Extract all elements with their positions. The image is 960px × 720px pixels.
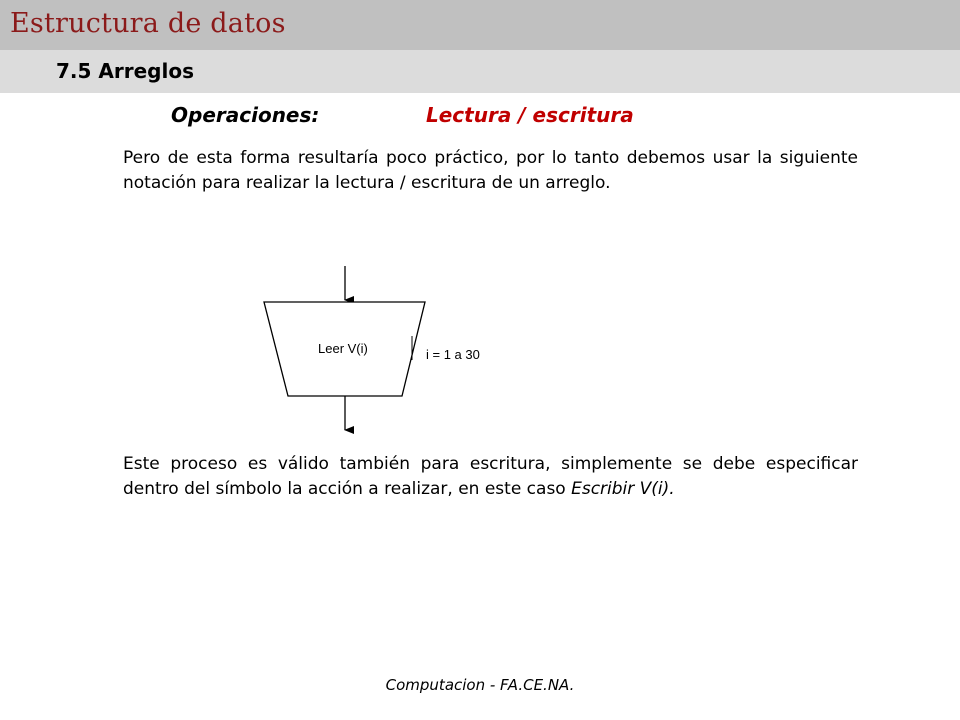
- footer: Computacion - FA.CE.NA.: [385, 676, 575, 694]
- operations-label: Operaciones:: [171, 103, 320, 127]
- loop-text: i = 1 a 30: [426, 347, 480, 362]
- page-title: Estructura de datos: [10, 8, 286, 39]
- paragraph-writing-emphasis: Escribir V(i).: [571, 479, 675, 499]
- paragraph-intro: Pero de esta forma resultaría poco práctico, por lo tanto debemos usar la siguiente notación para realizar la lectura / escritura de un arreglo.: [123, 148, 858, 193]
- operations-value: Lectura / escritura: [426, 103, 634, 127]
- paragraph-writing: [123, 452, 858, 502]
- title-bar: [0, 0, 960, 50]
- read-loop-diagram: [250, 260, 510, 440]
- subtitle-bar: [0, 50, 960, 93]
- paragraph-writing-text: Este proceso es válido también para escritura, simplemente se debe especificar dentro del símbolo la acción a realizar, en este caso: [123, 454, 858, 499]
- section-subtitle: 7.5 Arreglos: [56, 59, 194, 83]
- symbol-text: Leer V(i): [318, 341, 368, 356]
